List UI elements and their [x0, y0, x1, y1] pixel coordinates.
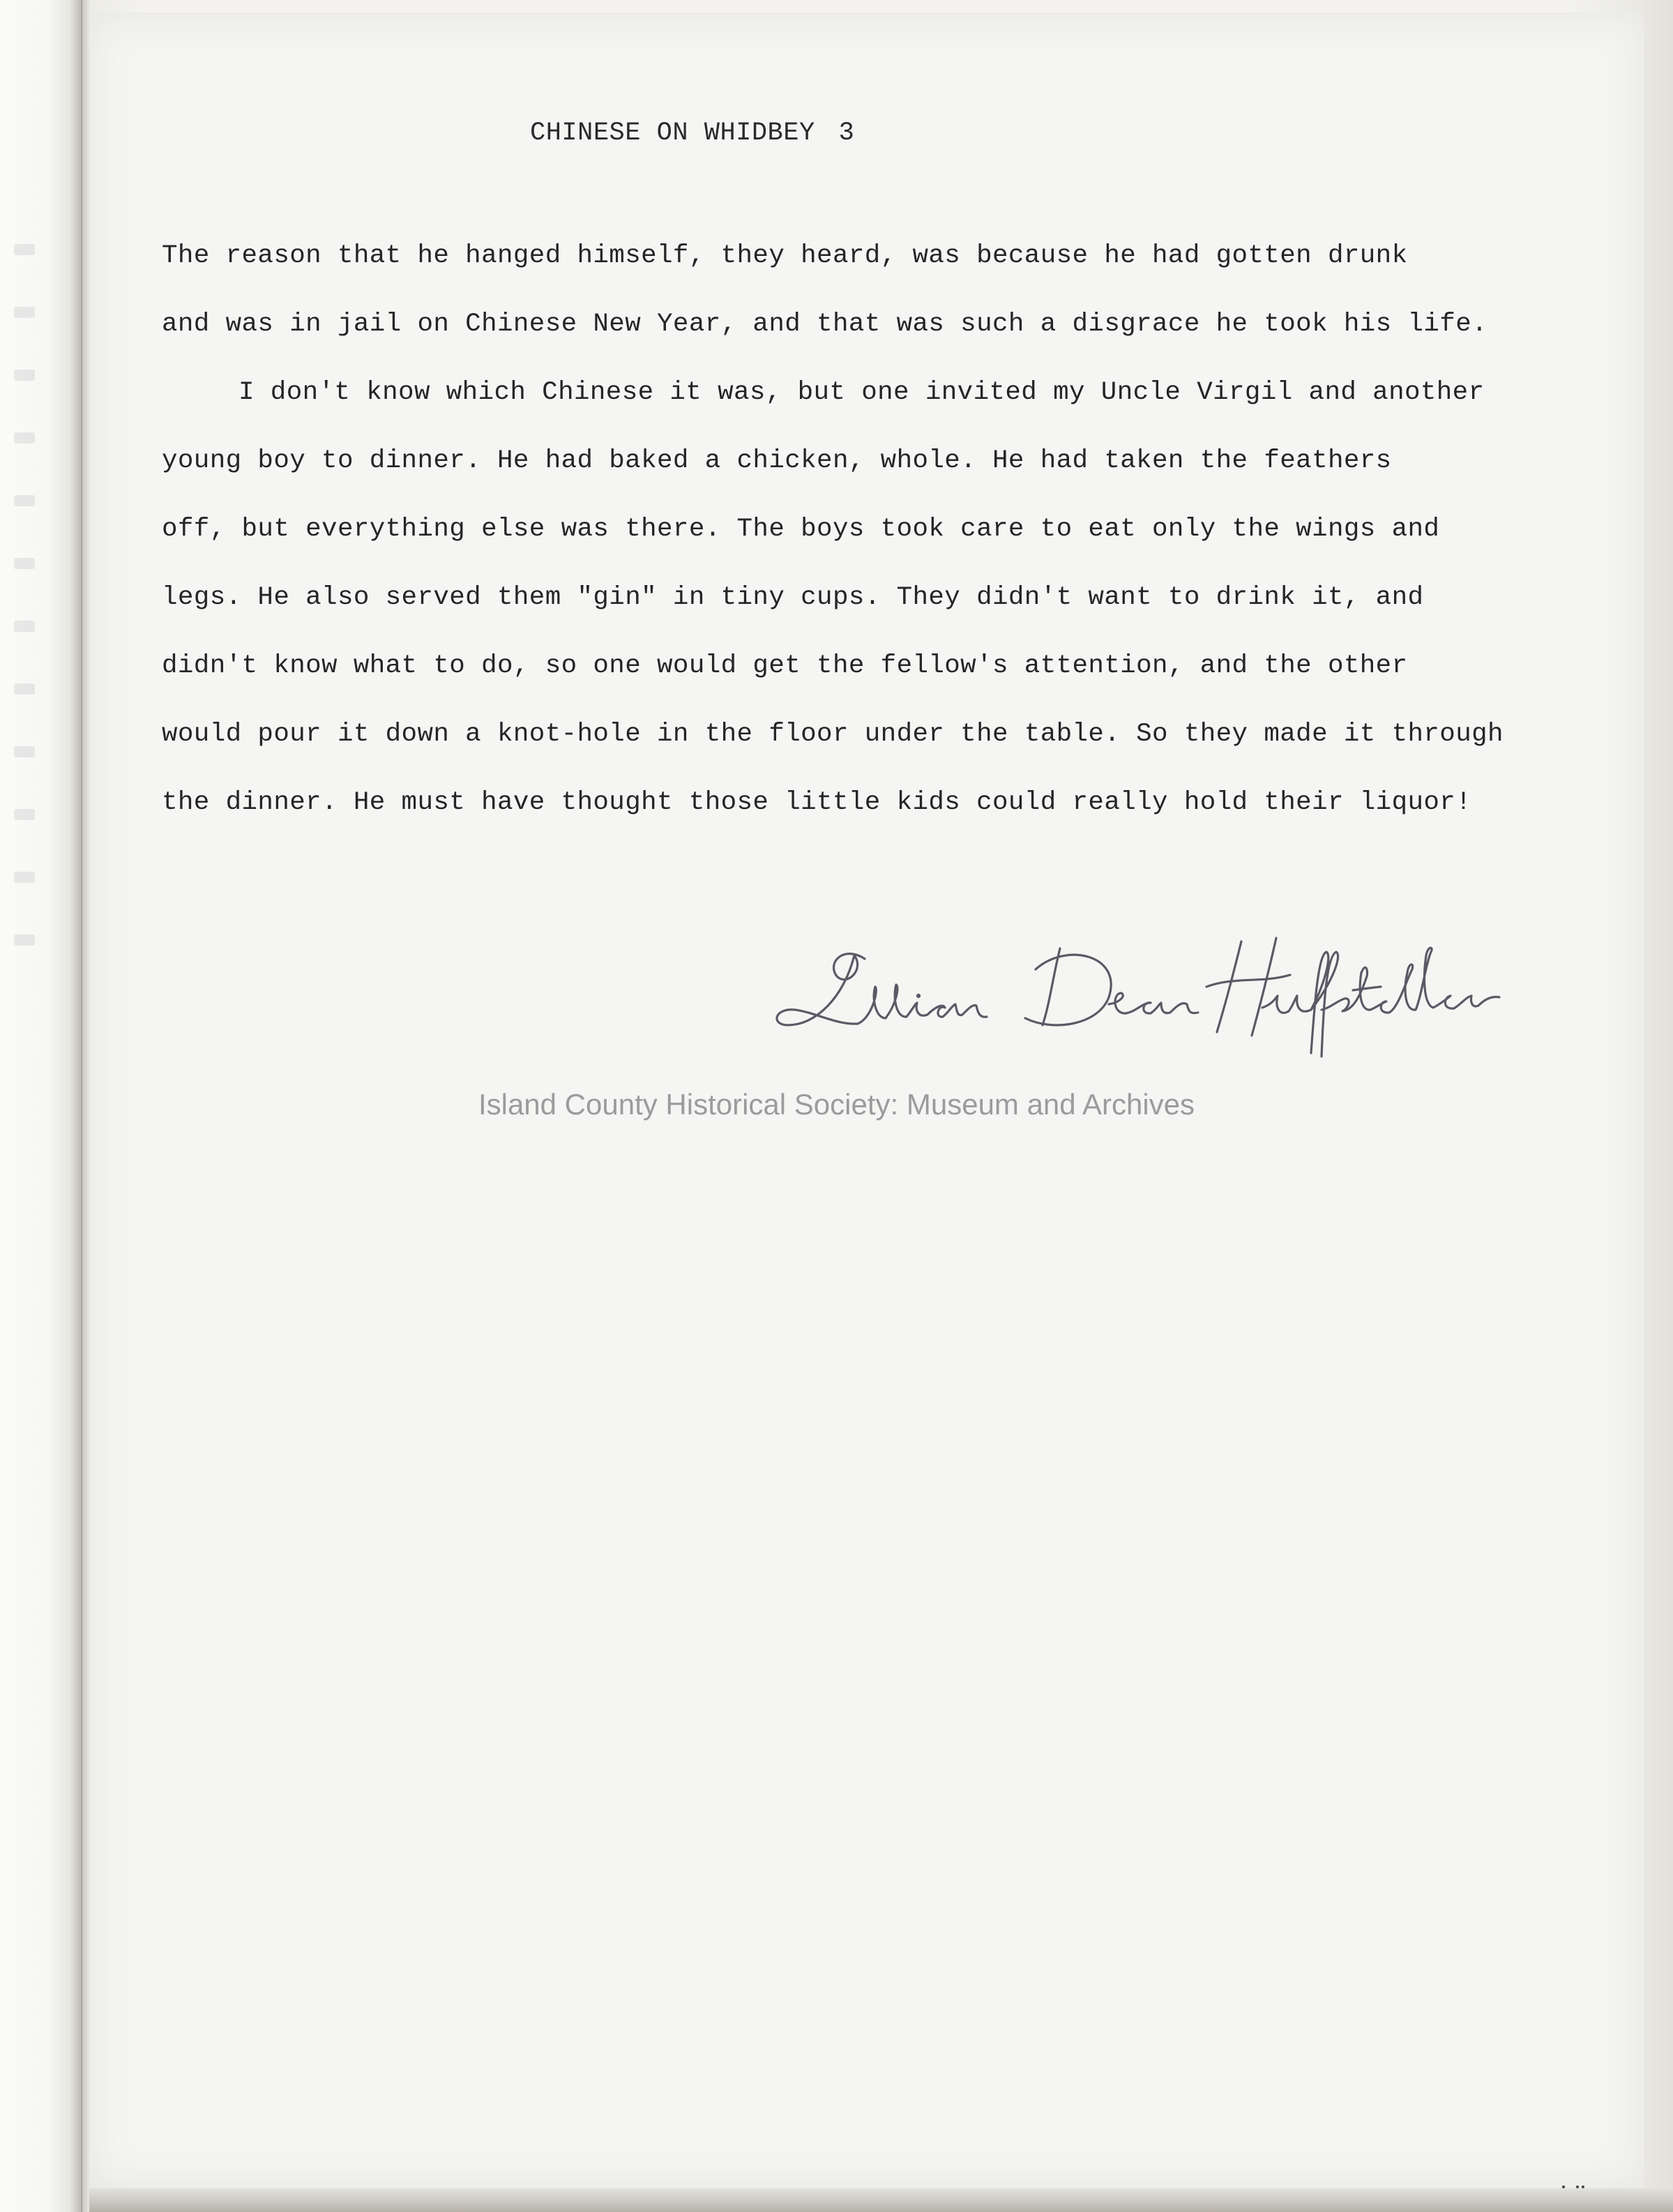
text-line: and was in jail on Chinese New Year, and that was such a disgrace he took his life.: [162, 310, 1488, 339]
page-bottom-edge: [89, 2188, 1673, 2212]
page-header: [530, 119, 1018, 148]
text-line: would pour it down a knot-hole in the floor under the table. So they made it through: [162, 720, 1504, 749]
text-line: I don't know which Chinese it was, but one invited my Uncle Virgil and another: [239, 378, 1485, 407]
header-title: CHINESE ON WHIDBEY: [530, 119, 815, 148]
body-text: [162, 222, 1557, 837]
text-line: young boy to dinner. He had baked a chicken, whole. He had taken the feathers: [162, 446, 1392, 476]
text-line: didn't know what to do, so one would get the fellow's attention, and the other: [162, 651, 1408, 681]
dust-specks: [1562, 2183, 1604, 2191]
text-line: legs. He also served them "gin" in tiny cups. They didn't want to drink it, and: [162, 583, 1424, 612]
handwritten-signature: [760, 921, 1555, 1060]
text-line: The reason that he hanged himself, they heard, was because he had gotten drunk: [162, 241, 1408, 271]
text-line: off, but everything else was there. The boys took care to eat only the wings and: [162, 515, 1440, 544]
bleed-through-marks: [7, 230, 49, 1067]
archive-watermark: Island County Historical Society: Museum and Archives: [478, 1088, 1195, 1121]
page-number: 3: [838, 119, 855, 148]
text-line: the dinner. He must have thought those little kids could really hold their liquor!: [162, 788, 1472, 817]
